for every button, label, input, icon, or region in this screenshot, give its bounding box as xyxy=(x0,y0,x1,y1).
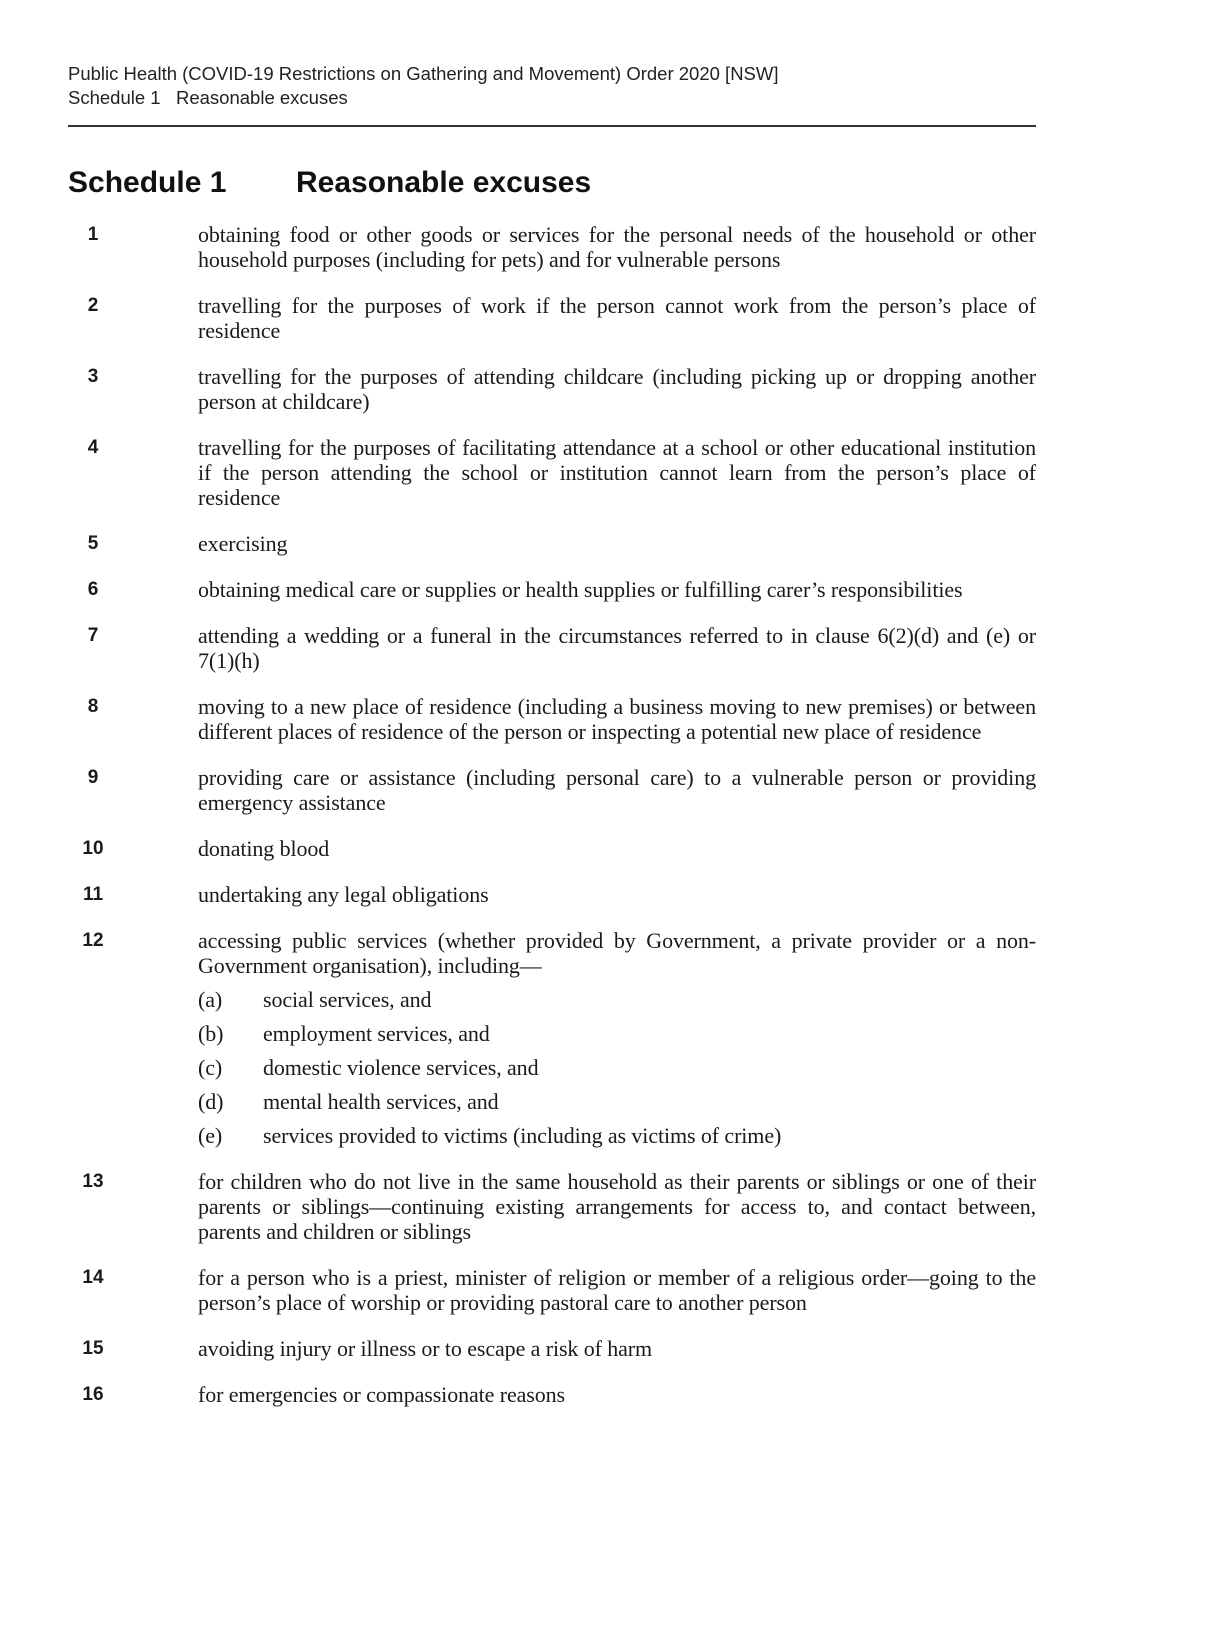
sub-item xyxy=(198,1055,1036,1080)
sub-item xyxy=(198,1123,1036,1148)
sub-item-text: social services, and xyxy=(263,987,432,1012)
list-item xyxy=(68,1336,1036,1361)
list-item xyxy=(68,293,1036,343)
running-header-subtitle: Schedule 1 Reasonable excuses xyxy=(68,87,348,108)
item-number: 15 xyxy=(82,1338,104,1359)
list-item xyxy=(68,882,1036,907)
item-number: 16 xyxy=(82,1384,104,1405)
item-text: moving to a new place of residence (including a business moving to new premises) or between different places of residence of the person or inspecting a potential new place of residence xyxy=(198,694,1036,744)
list-item xyxy=(68,836,1036,861)
item-text-block xyxy=(198,1265,1036,1315)
sub-item-label: (d) xyxy=(198,1089,224,1114)
schedule-title: Reasonable excuses xyxy=(296,166,592,199)
item-number: 1 xyxy=(87,224,99,245)
item-text-block xyxy=(198,882,1036,907)
item-number: 14 xyxy=(82,1267,104,1288)
item-text-block xyxy=(198,928,1036,1148)
item-text-block xyxy=(198,836,1036,861)
schedule-number: Schedule 1 xyxy=(68,166,227,199)
item-text: accessing public services (whether provided by Government, a private provider or a non-Government organisation), including— xyxy=(198,928,1036,978)
item-text: obtaining food or other goods or services for the personal needs of the household or other household purposes (including for pets) and for vulnerable persons xyxy=(198,222,1036,272)
sub-item xyxy=(198,987,1036,1012)
sub-item-label: (b) xyxy=(198,1021,224,1046)
item-number: 5 xyxy=(87,533,99,554)
list-item xyxy=(68,1265,1036,1315)
item-text-block xyxy=(198,293,1036,343)
running-header-title: Public Health (COVID-19 Restrictions on Gathering and Movement) Order 2020 [NSW] xyxy=(68,63,779,84)
item-text: attending a wedding or a funeral in the circumstances referred to in clause 6(2)(d) and (e) or 7(1)(h) xyxy=(198,623,1036,673)
list-item xyxy=(68,928,1036,1148)
item-text-block xyxy=(198,1382,1036,1407)
item-text-block xyxy=(198,1169,1036,1244)
item-text-block xyxy=(198,435,1036,510)
sub-item xyxy=(198,1089,1036,1114)
sub-item-text: employment services, and xyxy=(263,1021,490,1046)
item-text-block xyxy=(198,694,1036,744)
item-number: 4 xyxy=(87,437,99,458)
item-text: avoiding injury or illness or to escape a risk of harm xyxy=(198,1336,653,1361)
item-text: obtaining medical care or supplies or health supplies or fulfilling carer’s responsibilities xyxy=(198,577,963,602)
item-text: travelling for the purposes of attending childcare (including picking up or dropping another person at childcare) xyxy=(198,364,1036,414)
list-item xyxy=(68,577,1036,602)
item-text-block xyxy=(198,765,1036,815)
item-text-block xyxy=(198,1336,1036,1361)
header-rule xyxy=(68,125,1036,127)
item-number: 9 xyxy=(87,767,99,788)
sub-item-text: mental health services, and xyxy=(263,1089,499,1114)
sub-item-label: (a) xyxy=(198,987,223,1012)
list-item xyxy=(68,694,1036,744)
item-number: 7 xyxy=(87,625,99,646)
item-text: travelling for the purposes of work if the person cannot work from the person’s place of residence xyxy=(198,293,1036,343)
item-number: 6 xyxy=(87,579,99,600)
item-text: for a person who is a priest, minister of religion or member of a religious order—going to the person’s place of worship or providing pastoral care to another person xyxy=(198,1265,1036,1315)
sub-item xyxy=(198,1021,1036,1046)
list-item xyxy=(68,222,1036,272)
item-text: for children who do not live in the same household as their parents or siblings or one of their parents or siblings—continuing existing arrangements for access to, and contact between, parents and children or siblings xyxy=(198,1169,1036,1244)
item-text: exercising xyxy=(198,531,288,556)
list-item xyxy=(68,435,1036,510)
item-text: donating blood xyxy=(198,836,330,861)
item-number: 2 xyxy=(87,295,99,316)
list-item xyxy=(68,364,1036,414)
item-text-block xyxy=(198,577,1036,602)
list-item xyxy=(68,623,1036,673)
item-text: undertaking any legal obligations xyxy=(198,882,489,907)
sub-item-text: services provided to victims (including as victims of crime) xyxy=(263,1123,782,1148)
list-item xyxy=(68,531,1036,556)
item-text-block xyxy=(198,623,1036,673)
item-number: 11 xyxy=(82,884,104,905)
sub-item-text: domestic violence services, and xyxy=(263,1055,539,1080)
item-text: for emergencies or compassionate reasons xyxy=(198,1382,566,1407)
item-number: 10 xyxy=(82,838,104,859)
schedule-heading xyxy=(68,164,591,202)
item-text-block xyxy=(198,364,1036,414)
item-text-block xyxy=(198,531,1036,556)
list-item xyxy=(68,1382,1036,1407)
sub-item-label: (c) xyxy=(198,1055,223,1080)
item-text-block xyxy=(198,222,1036,272)
item-number: 12 xyxy=(82,930,104,951)
item-number: 13 xyxy=(82,1171,104,1192)
item-text: travelling for the purposes of facilitating attendance at a school or other educational institution if the person attending the school or institution cannot learn from the person’s place of residence xyxy=(198,435,1036,510)
list-item xyxy=(68,765,1036,815)
list-item xyxy=(68,1169,1036,1244)
item-number: 3 xyxy=(87,366,99,387)
running-header xyxy=(68,62,779,110)
item-number: 8 xyxy=(87,696,99,717)
item-text: providing care or assistance (including personal care) to a vulnerable person or providing emergency assistance xyxy=(198,765,1036,815)
excuses-list xyxy=(68,222,1036,1428)
sub-item-label: (e) xyxy=(198,1123,223,1148)
